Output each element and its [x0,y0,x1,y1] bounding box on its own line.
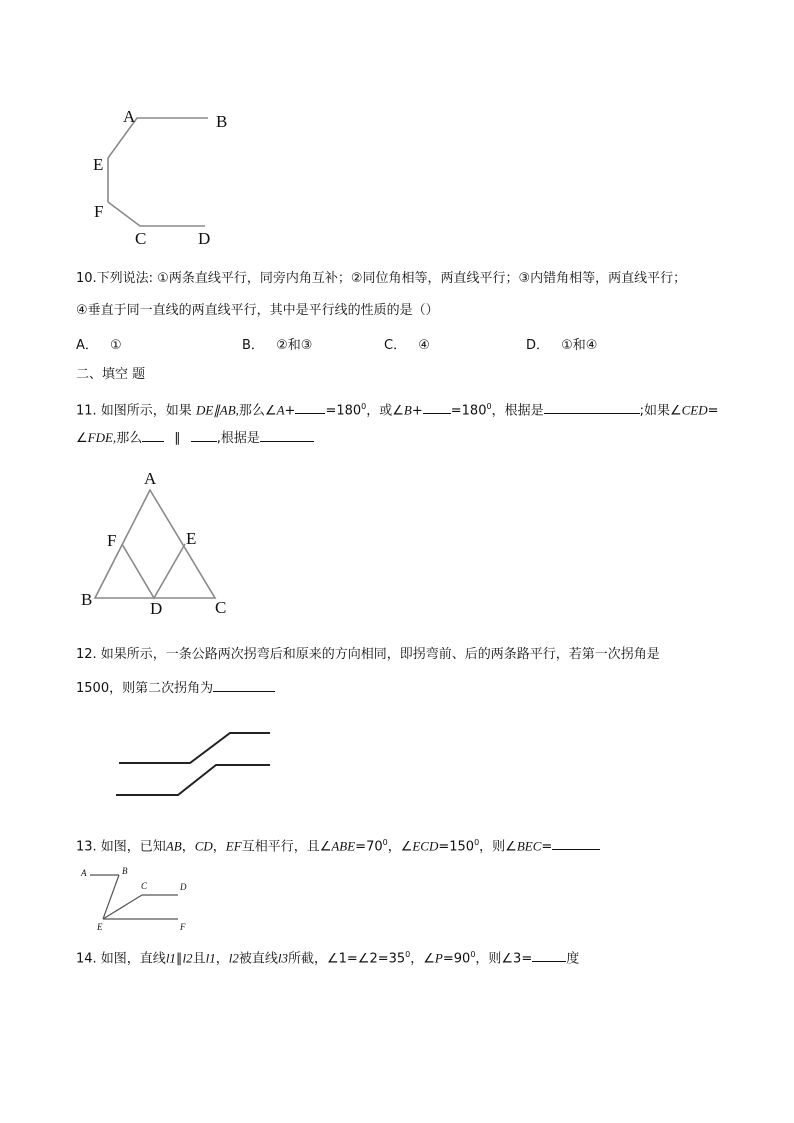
q14-angle-p: P [434,950,443,966]
q10-option-b[interactable] [242,334,312,353]
figure-q13-svg [80,866,200,938]
figure-q12 [110,725,280,805]
q13-angle-ecd: ECD [412,838,439,854]
q11-angle-ced: CED [681,402,708,418]
q13-text: ，∠ [387,839,413,855]
q14-text: 且 [192,951,206,967]
q13-text: ， [181,839,195,855]
label-c: C [141,881,148,891]
q11-blank-5[interactable] [191,428,217,442]
option-letter: B． [242,338,264,353]
q11-blank-6[interactable] [260,428,314,442]
q12-text: 1500，则第二次拐角为 [76,681,214,696]
q11-text: =180 [325,403,362,419]
q14-text: ， [215,951,229,967]
q14-l2: l2 [228,950,239,966]
option-text: ① [110,338,122,353]
label-d: D [198,229,211,248]
q10-option-a[interactable] [76,334,122,353]
segment-fde [122,544,185,598]
q11-de-ab: DE∥AB, [195,402,239,418]
q11-blank-4[interactable] [142,428,164,442]
q13-ab: AB [165,838,182,854]
q13-blank[interactable] [552,836,600,850]
q11-text: + [411,403,423,419]
q11-blank-2[interactable] [423,400,451,414]
q14-text: 度 [566,951,580,967]
label-a: A [144,469,157,488]
q11-angle-b: B [403,402,412,418]
figure-q11 [78,468,238,620]
q14-line [76,946,579,968]
label-d: D [180,882,187,892]
q11-text: ;如果∠ [639,403,682,419]
q14-l1: l1 [165,950,176,966]
q14-text: 被直线 [238,951,278,967]
q13-text: ， [212,839,226,855]
q11-degree: 0 [361,402,367,411]
label-b: B [122,866,128,876]
q11-text: ，根据是 [491,403,544,419]
q12-line2 [76,678,275,698]
option-letter: A． [76,338,98,353]
q12-blank[interactable] [213,678,275,692]
q11-blank-3[interactable] [544,400,640,414]
label-a: A [81,868,87,878]
q13-cd: CD [194,838,213,854]
q13-angle-abe: ABE [331,838,356,854]
q14-text: =90 [442,951,471,967]
q11-text: = [707,403,719,419]
option-letter: D． [526,338,550,353]
q11-text: ，或∠ [366,403,404,419]
label-e: E [186,529,197,548]
q13-text: 13. 如图，已知 [76,839,166,855]
label-f: F [107,531,117,550]
section-heading: 二、填空 题 [76,367,146,382]
q11-line2 [76,428,314,448]
q10-line2: ④垂直于同一直线的两直线平行，其中是平行线的性质的是（） [76,303,439,318]
q11-angle-a: A [276,402,285,418]
q14-l1: l1 [205,950,216,966]
figure-q12-svg [110,725,280,805]
road-upper-edge [119,733,270,763]
q14-text: ，∠ [410,951,435,967]
q14-text: ∥ [175,951,183,967]
q11-parallel: ∥ [174,431,181,446]
q13-angle-bec: BEC [516,838,542,854]
q14-text: ，则∠3= [475,951,533,967]
segment-be [103,875,119,919]
q11-text: ∠ [76,431,88,446]
path-abefcd [108,118,208,226]
q10-option-c[interactable] [384,334,430,353]
q14-degree: 0 [405,950,411,959]
label-f: F [180,922,186,932]
option-text: ①和④ [561,338,598,353]
label-c: C [135,229,147,248]
q11-angle-fde: FDE, [87,430,117,445]
q11-line1 [76,398,719,420]
q13-text: 互相平行，且∠ [241,839,332,855]
label-d: D [150,599,163,618]
q14-l3: l3 [277,950,288,966]
option-letter: C． [384,338,407,353]
q12-line1: 12. 如果所示，一条公路两次拐弯后和原来的方向相同，即拐弯前、后的两条路平行，若第一次拐角是 [76,647,660,662]
q11-text: 那么∠ [238,403,277,419]
q13-ef: EF [225,838,242,854]
option-text: ④ [418,338,430,353]
q13-text: =150 [438,839,475,855]
label-c: C [215,598,227,617]
q14-blank[interactable] [532,948,566,962]
q14-l2: l2 [182,950,193,966]
option-text: ②和③ [276,338,313,353]
q11-blank-1[interactable] [295,400,325,414]
q11-text: =180 [450,403,487,419]
label-b: B [81,590,93,609]
figure-q9 [80,100,240,250]
label-e: E [93,155,104,174]
q13-text: = [541,839,553,855]
q13-text: ，则∠ [479,839,517,855]
figure-q9-svg [80,100,240,250]
q14-text: 所截，∠1=∠2=35 [287,951,406,967]
q13-text: =70 [355,839,383,855]
q10-option-d[interactable] [526,334,597,353]
q11-text: 11. 如图所示，如果 [76,403,196,419]
q13-degree: 0 [382,838,388,847]
road-lower-edge [116,765,270,795]
label-f: F [94,202,104,221]
figure-q13 [80,866,200,938]
figure-q11-svg [78,468,238,620]
q11-degree: 0 [486,402,492,411]
q11-text: + [284,403,296,419]
label-b: B [216,112,228,131]
q11-text: ,根据是 [216,431,260,446]
q13-line [76,834,600,856]
segment-ec [103,895,142,919]
label-a: A [123,107,136,126]
q13-degree: 0 [474,838,480,847]
q14-text: 14. 如图，直线 [76,951,166,967]
label-e: E [97,922,103,932]
q14-degree: 0 [470,950,476,959]
q11-text: 那么 [116,431,143,446]
q10-line1: 10.下列说法: ①两条直线平行，同旁内角互补；②同位角相等，两直线平行；③内错角相等，两直线平行； [76,271,687,286]
